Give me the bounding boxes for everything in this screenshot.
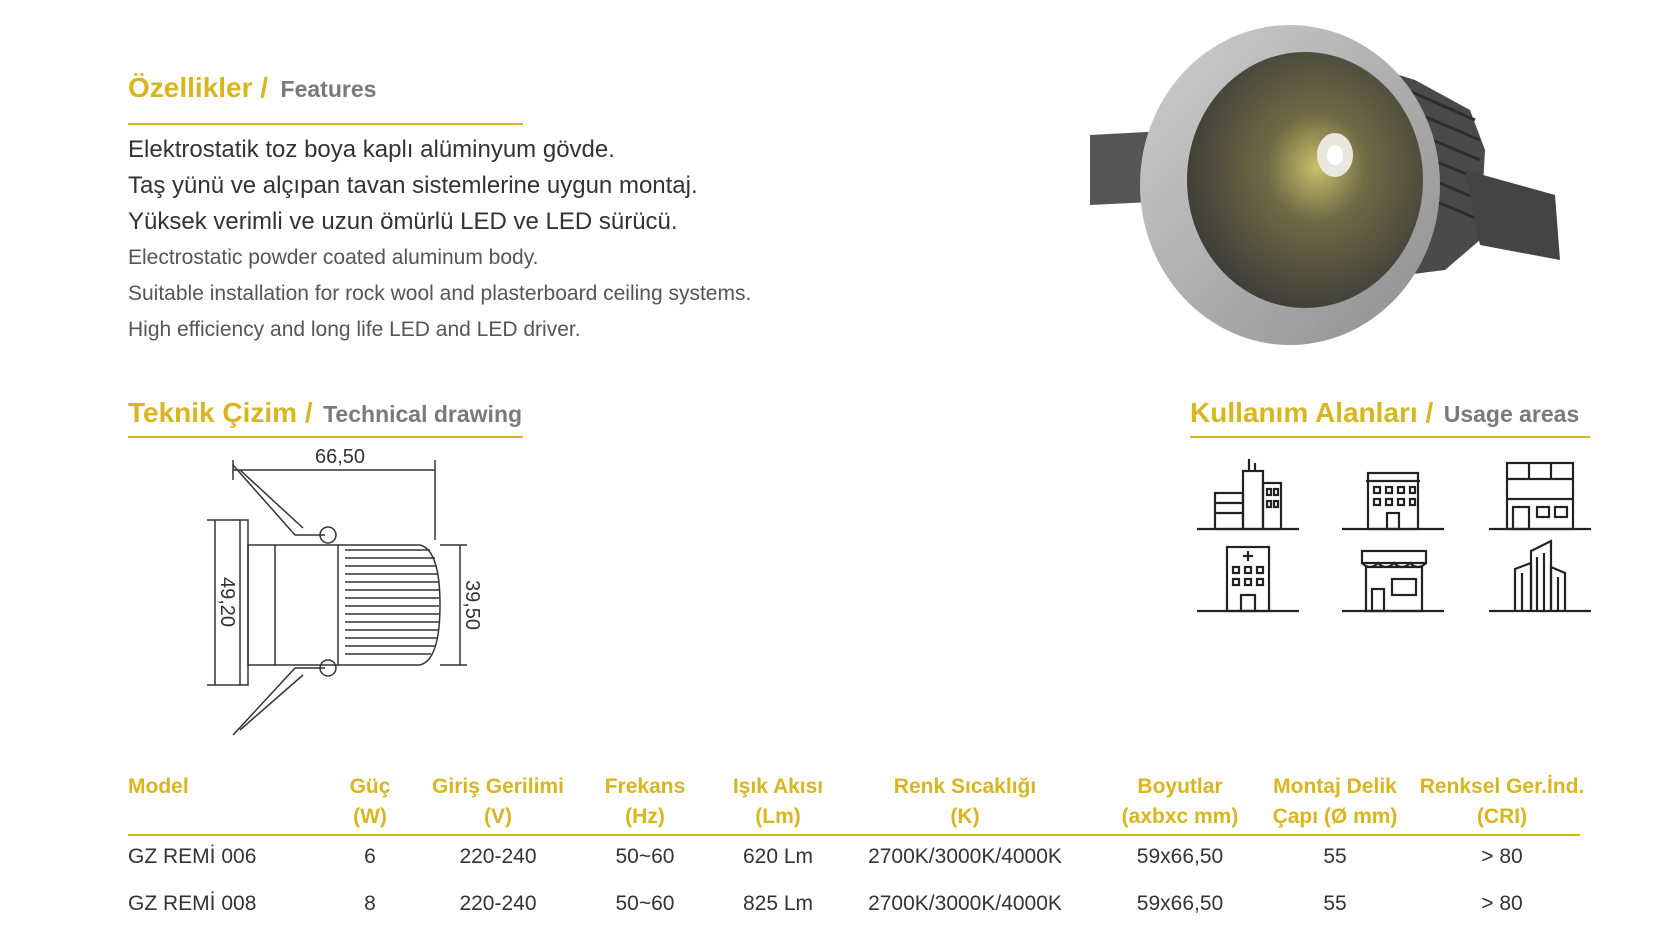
table-row-1-voltage: 220-240 [459,845,537,868]
header-cri: Renksel Ger.İnd. (CRI) [1419,775,1585,828]
usage-title-tr: Kullanım Alanları / [1190,397,1434,428]
usage-title-en: Usage areas [1443,401,1580,427]
drawing-title-tr: Teknik Çizim / [128,397,313,428]
feature-line-en-2: Suitable installation for rock wool and plasterboard ceiling systems. [128,282,752,305]
table-row-1-flux: 620 Lm [742,845,814,868]
features-list [128,132,751,348]
feature-line-tr-2: Taş yünü ve alçıpan tavan sistemlerine uygun montaj. [128,172,698,199]
table-row-1-dimensions: 59x66,50 [1136,845,1224,868]
table-row-2-cri: > 80 [1481,892,1523,915]
skyscraper-icon [1487,537,1593,613]
shop-icon [1340,537,1446,613]
apartment-block-icon [1487,455,1593,531]
table-row-2-color-temp: 2700K/3000K/4000K [868,892,1062,915]
header-dimensions: Boyutlar (axbxc mm) [1121,775,1239,828]
header-cutout-diameter: Montaj Delik Çapı (Ø mm) [1272,775,1398,828]
table-header-rule [128,834,1580,836]
feature-line-tr-3: Yüksek verimli ve uzun ömürlü LED ve LED sürücü. [128,208,678,235]
header-model: Model [128,775,189,798]
dim-inner-height-label: 39,50 [461,579,483,631]
table-row-2-voltage: 220-240 [459,892,537,915]
table-row-2-frequency: 50~60 [615,892,675,915]
table-row-1-cutout: 55 [1323,845,1347,868]
header-luminous-flux: Işık Akısı (Lm) [732,775,824,828]
table-row-1-frequency: 50~60 [615,845,675,868]
feature-line-en-3: High efficiency and long life LED and LED driver. [128,318,581,341]
header-color-temperature: Renk Sıcaklığı (K) [893,775,1037,828]
feature-line-tr-1: Elektrostatik toz boya kaplı alüminyum gövde. [128,136,615,163]
table-row-2-power: 8 [364,892,376,915]
usage-heading [1190,397,1579,429]
drawing-heading [128,397,522,429]
table-row-1-color-temp: 2700K/3000K/4000K [868,845,1062,868]
header-voltage: Giriş Gerilimi (V) [432,775,564,828]
office-building-icon [1340,455,1446,531]
city-buildings-icon [1195,455,1301,531]
usage-rule [1190,436,1590,438]
features-title-en: Features [280,76,377,102]
table-row-2-flux: 825 Lm [742,892,814,915]
dim-outer-height-label: 49,20 [216,576,238,628]
header-power: Güç (W) [349,775,391,828]
drawing-rule [128,436,523,438]
features-title-tr: Özellikler / [128,72,269,103]
table-row-1-power: 6 [364,845,376,868]
table-row-2-model: GZ REMİ 008 [128,892,257,915]
dim-width-label: 66,50 [314,446,366,468]
table-row-2-cutout: 55 [1323,892,1347,915]
drawing-title-en: Technical drawing [323,401,523,427]
hospital-icon [1195,537,1301,613]
feature-line-en-1: Electrostatic powder coated aluminum body. [128,246,539,269]
features-heading [128,72,376,104]
features-rule [128,123,523,125]
product-photo [1085,10,1585,360]
technical-drawing [195,440,495,745]
table-row-1-model: GZ REMİ 006 [128,845,257,868]
header-frequency: Frekans (Hz) [604,775,686,828]
table-row-2-dimensions: 59x66,50 [1136,892,1224,915]
table-row-1-cri: > 80 [1481,845,1523,868]
